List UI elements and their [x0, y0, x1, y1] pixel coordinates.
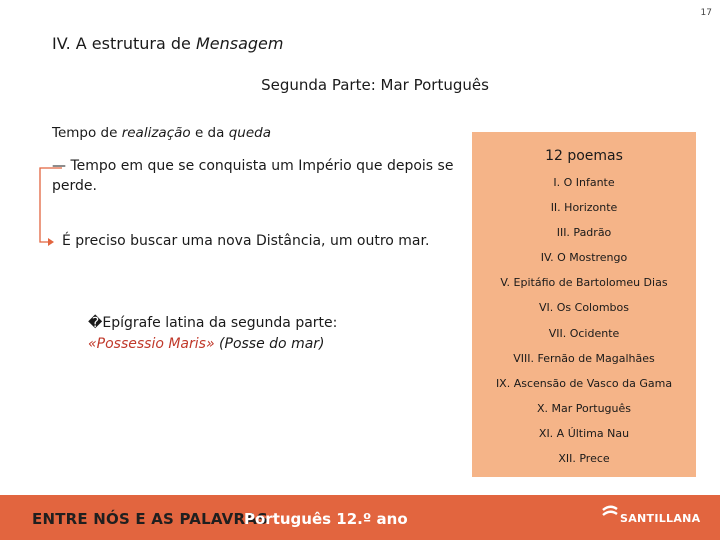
time-heading-realizacao: realização	[121, 125, 191, 141]
poem-item: II. Horizonte	[550, 201, 618, 215]
section-title-emphasis: Mensagem	[195, 34, 284, 53]
page-number: 17	[700, 8, 712, 18]
poem-item: VIII. Fernão de Magalhães	[513, 351, 655, 365]
bullet-icon: �	[88, 315, 103, 331]
epigraph-translation: (Posse do mar)	[219, 336, 325, 352]
epigraph-latin: «Possessio Maris»	[88, 336, 215, 352]
part-title: Segunda Parte: Mar Português	[261, 76, 489, 94]
santillana-logo-icon	[600, 502, 620, 522]
poem-item: XI. A Última Nau	[538, 426, 630, 440]
poem-item: IV. O Mostrengo	[540, 251, 628, 265]
distance-text: É preciso buscar uma nova Distância, um outro mar.	[62, 233, 430, 249]
poem-item: VI. Os Colombos	[538, 301, 629, 315]
poems-list	[472, 170, 696, 471]
poem-item: III. Padrão	[556, 226, 612, 240]
poem-item: I. O Infante	[553, 176, 615, 189]
poem-item: IX. Ascensão de Vasco da Gama	[495, 376, 673, 390]
time-heading-prefix: Tempo de	[52, 125, 122, 141]
poem-item: X. Mar Português	[536, 401, 631, 415]
epigraph	[88, 313, 337, 355]
poem-item: XII. Prece	[558, 452, 610, 466]
epigraph-label: Epígrafe latina da segunda parte:	[102, 315, 338, 331]
footer-series-title: ENTRE NÓS E AS PALAVRAS	[32, 510, 269, 528]
footer-course-title: Português 12.º ano	[244, 510, 408, 528]
poem-item: V. Epitáfio de Bartolomeu Dias	[500, 276, 668, 290]
epigraph-latin-line	[88, 334, 337, 355]
time-heading-queda: queda	[228, 125, 271, 141]
time-heading-middle: e da	[190, 125, 229, 141]
footer-brand: SANTILLANA	[620, 512, 701, 525]
footer-banner	[0, 495, 720, 540]
poem-item: VII. Ocidente	[548, 326, 620, 340]
poems-box	[472, 132, 696, 477]
epigraph-line	[88, 313, 337, 334]
conquest-text: — Tempo em que se conquista um Império que depois se perde.	[52, 158, 454, 194]
section-title-prefix: IV. A estrutura de	[52, 34, 196, 53]
poems-title: 12 poemas	[545, 148, 623, 164]
